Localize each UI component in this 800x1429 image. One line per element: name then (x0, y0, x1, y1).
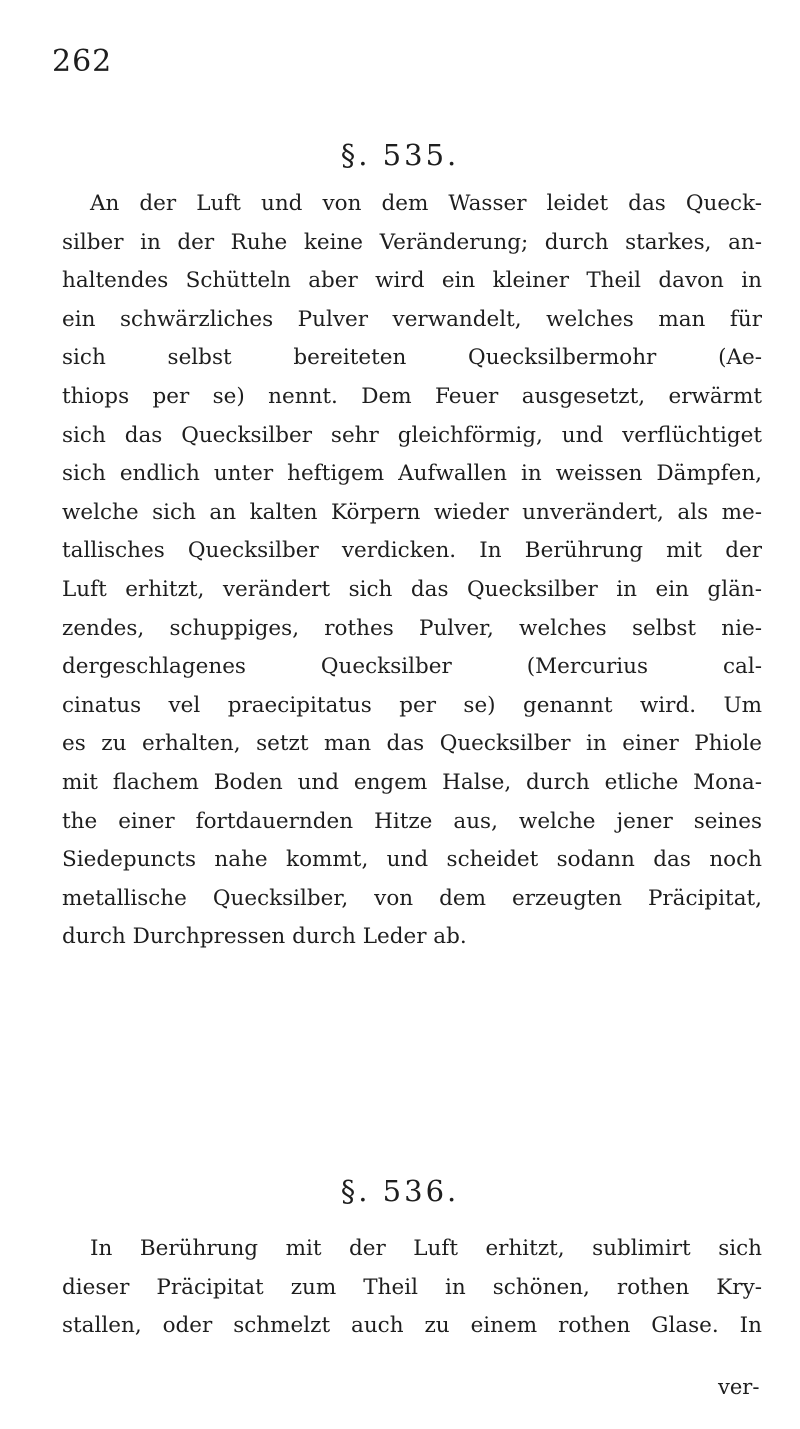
text-line: mit flachem Boden und engem Halse, durch etliche Mona- (62, 769, 762, 795)
text-line: the einer fortdauernden Hitze aus, welche jener seines (62, 808, 762, 834)
text-line: es zu erhalten, setzt man das Quecksilber in einer Phiole (62, 731, 762, 757)
text-line: zendes, schuppiges, rothes Pulver, welches selbst nie- (62, 615, 762, 641)
paragraph-536 (62, 1230, 762, 1346)
text-line: In Berührung mit der Luft erhitzt, sublimirt sich (90, 1236, 762, 1261)
text-line: ein schwärzliches Pulver verwandelt, welches man für (62, 306, 762, 332)
page-number: 262 (52, 44, 113, 79)
text-line: thiops per se) nennt. Dem Feuer ausgesetzt, erwärmt (62, 383, 762, 409)
text-line: dergeschlagenes Quecksilber (Mercurius cal- (62, 654, 762, 680)
section-heading-536: §. 536. (340, 1174, 460, 1208)
text-line: tallisches Quecksilber verdicken. In Berührung mit der (62, 538, 762, 564)
text-line: Siedepuncts nahe kommt, und scheidet sodann das noch (62, 847, 762, 873)
text-line: haltendes Schütteln aber wird ein kleiner Theil davon in (62, 268, 762, 294)
text-line: cinatus vel praecipitatus per se) genannt wird. Um (62, 692, 762, 718)
text-line: durch Durchpressen durch Leder ab. (62, 924, 467, 950)
text-line: sich das Quecksilber sehr gleichförmig, und verflüchtiget (62, 422, 762, 448)
catchword: ver- (718, 1375, 760, 1399)
text-line: welche sich an kalten Körpern wieder unverändert, als me- (62, 499, 762, 525)
text-line: Luft erhitzt, verändert sich das Quecksilber in ein glän- (62, 576, 762, 602)
text-line: dieser Präcipitat zum Theil in schönen, rothen Kry- (62, 1274, 762, 1300)
text-line: An der Luft und von dem Wasser leidet das Queck- (90, 191, 762, 216)
text-line: sich selbst bereiteten Quecksilbermohr (Ae- (62, 345, 762, 371)
section-heading-535: §. 535. (340, 138, 460, 172)
text-line: stallen, oder schmelzt auch zu einem rothen Glase. In (62, 1313, 762, 1339)
text-line: sich endlich unter heftigem Aufwallen in weissen Dämpfen, (62, 461, 762, 487)
paragraph-535 (62, 185, 762, 957)
text-line: metallische Quecksilber, von dem erzeugten Präcipitat, (62, 885, 762, 911)
text-line: silber in der Ruhe keine Veränderung; durch starkes, an- (62, 229, 762, 255)
